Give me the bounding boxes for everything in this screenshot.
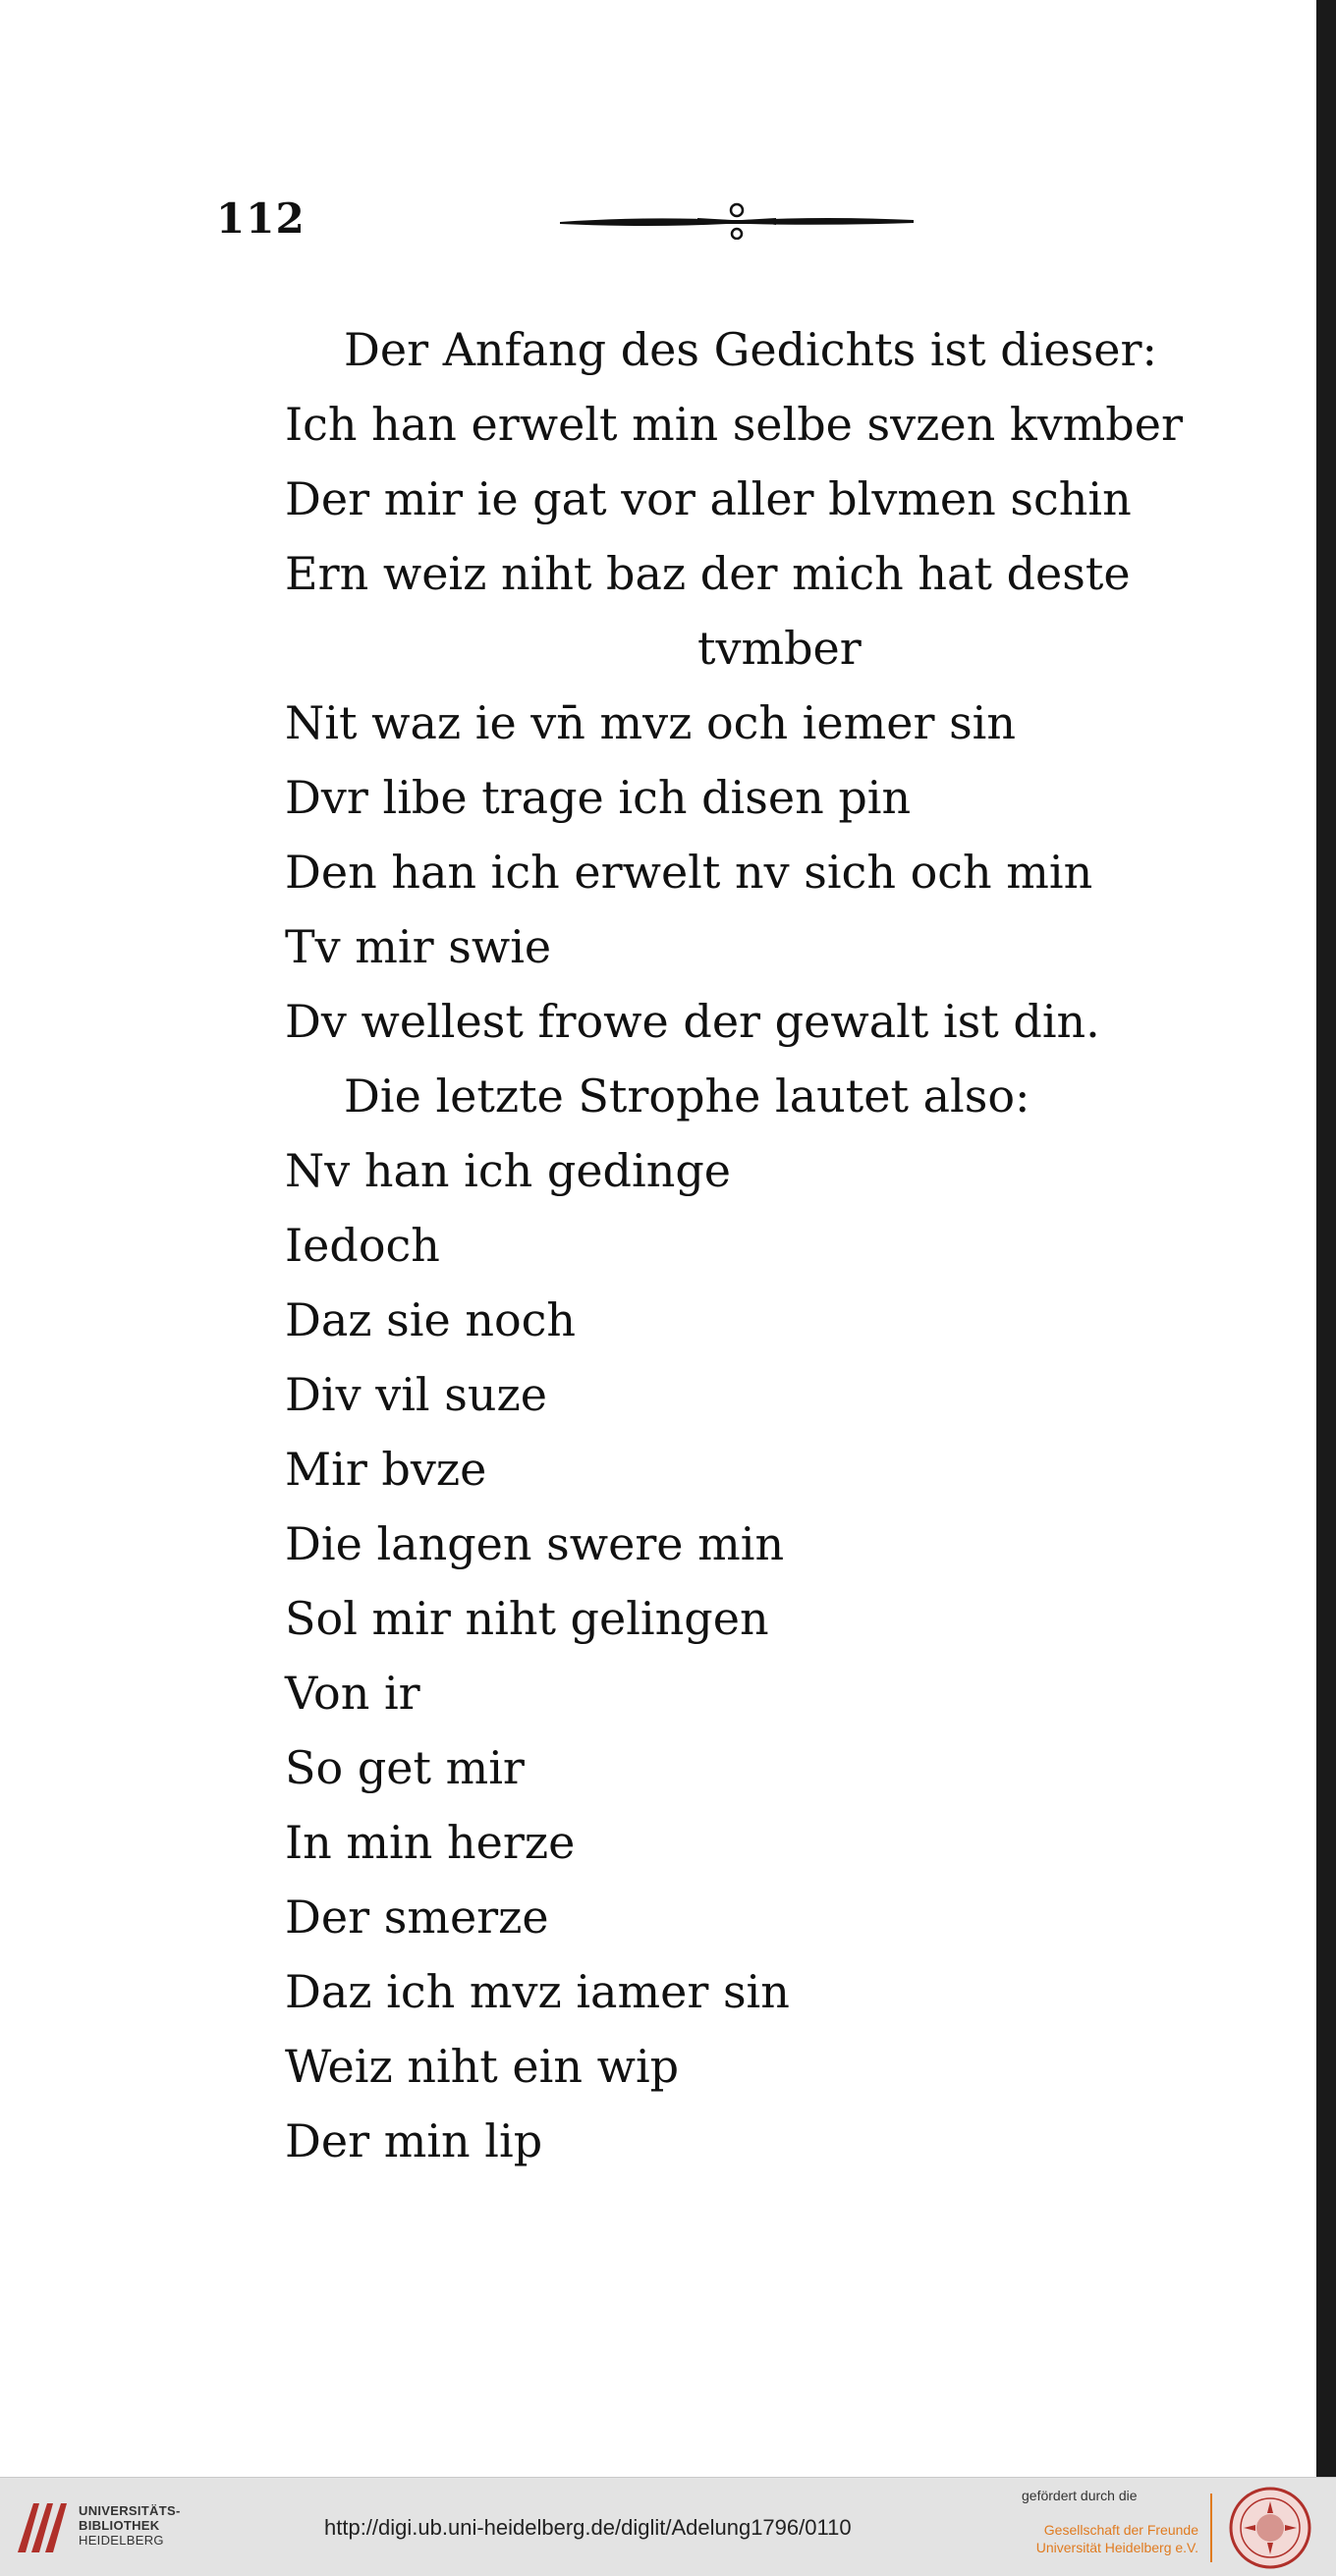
text-line: tvmber [697,622,862,675]
university-library-logo-icon [14,2497,71,2556]
poem-text [285,312,1267,2178]
sponsor-name-line2: Universität Heidelberg e.V. [1035,2540,1198,2555]
text-line: Daz ich mvz iamer sin [285,1965,790,2018]
text-line: Die langen swere min [285,1517,785,1570]
text-line: Dvr libe trage ich disen pin [285,771,912,824]
text-line: Iedoch [285,1219,440,1272]
page-header [216,194,1297,244]
text-line: Nv han ich gedinge [285,1144,732,1197]
text-line: Mir bvze [285,1443,487,1496]
text-line: Von ir [285,1667,420,1720]
sponsor-name [1022,2521,1198,2556]
library-name-line1: UNIVERSITÄTS- [79,2503,181,2518]
text-line: Weiz niht ein wip [285,2040,680,2093]
text-line: Der smerze [285,1891,549,1944]
permalink-url[interactable]: http://digi.ub.uni-heidelberg.de/diglit/Adelung1796/0110 [324,2515,852,2540]
text-line: Der Anfang des Gedichts ist dieser: [344,323,1157,376]
text-line: Sol mir niht gelingen [285,1592,769,1645]
university-seal-icon [1228,2486,1312,2570]
footer-bar [0,2477,1336,2576]
sponsor-name-line1: Gesellschaft der Freunde [1043,2522,1198,2538]
text-line: Ich han erwelt min selbe svzen kvmber [285,398,1183,451]
text-line: Der mir ie gat vor aller blvmen schin [285,472,1132,525]
text-line: Den han ich erwelt nv sich och min [285,846,1093,899]
text-line: Daz sie noch [285,1293,577,1346]
ornament-rule [560,200,914,240]
sponsor-divider [1210,2494,1212,2562]
text-line: Dv wellest frowe der gewalt ist din. [285,995,1100,1048]
text-line: Div vil suze [285,1368,547,1421]
text-line: Die letzte Strophe lautet also: [344,1069,1030,1123]
text-line: So get mir [285,1741,525,1794]
scan-edge [1316,0,1336,2477]
text-line: Nit waz ie vn̄ mvz och iemer sin [285,696,1017,749]
text-line: In min herze [285,1816,576,1869]
page-number: 112 [216,194,306,243]
text-line: Der min lip [285,2114,543,2167]
library-name [79,2503,181,2548]
library-name-line3: HEIDELBERG [79,2533,164,2548]
library-name-line2: BIBLIOTHEK [79,2518,160,2533]
sponsor-label: gefördert durch die [1022,2488,1138,2503]
text-line: Tv mir swie [285,920,552,973]
text-line: Ern weiz niht baz der mich hat deste [285,547,1131,600]
